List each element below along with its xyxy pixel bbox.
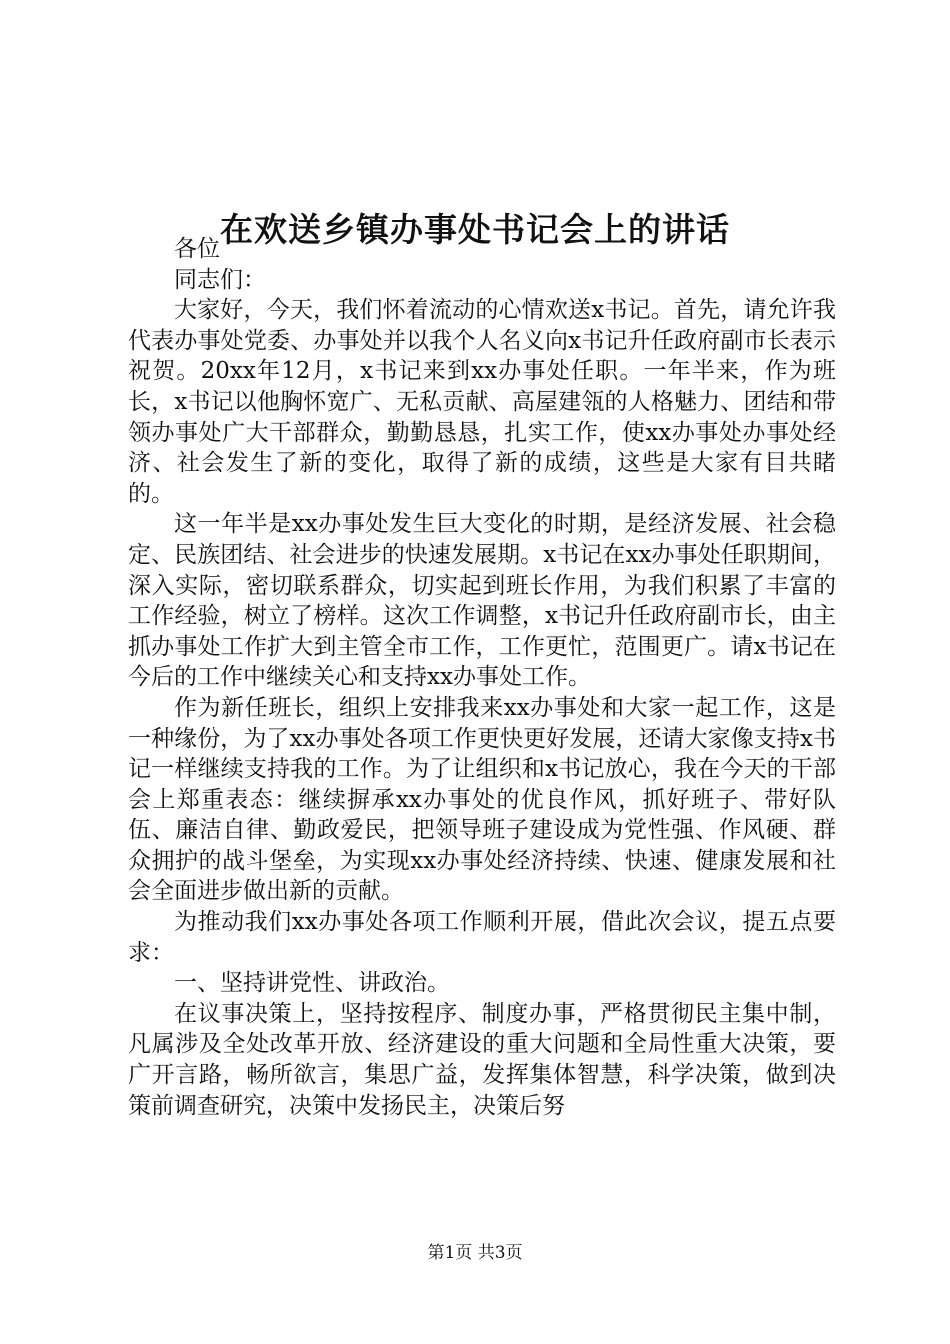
paragraph-5: 在议事决策上，坚持按程序、制度办事，严格贯彻民主集中制，凡属涉及全处改革开放、经济建设的重大问题和全局性重大决策，要广开言路，畅所欲言，集思广益，发挥集体智慧，科学决策，做到决策前调查研究，决策中发扬民主，决策后努	[128, 1000, 836, 1119]
paragraph-4: 为推动我们xx办事处各项工作顺利开展，借此次会议，提五点要求：	[128, 909, 836, 966]
page-number-footer: 第1页 共3页	[427, 1243, 523, 1263]
document-body	[128, 234, 836, 1121]
paragraph-3: 作为新任班长，组织上安排我来xx办事处和大家一起工作，这是一种缘份，为了xx办事处各项工作更快更好发展，还请大家像支持x书记一样继续支持我的工作。为了让组织和x书记放心，我在今天的干部会上郑重表态：继续摒承xx办事处的优良作风，抓好班子、带好队伍、廉洁自律、勤政爱民，把领导班子建设成为党性强、作风硬、群众拥护的战斗堡垒，为实现xx办事处经济持续、快速、健康发展和社会全面进步做出新的贡献。	[128, 694, 836, 905]
document-title: 在欢送乡镇办事处书记会上的讲话	[220, 210, 730, 250]
salutation-line-1: 各位	[174, 236, 220, 262]
paragraph-1: 大家好，今天，我们怀着流动的心情欢送x书记。首先，请允许我代表办事处党委、办事处并以我个人名义向x书记升任政府副市长表示祝贺。20xx年12月，x书记来到xx办事处任职。一年半来，作为班长，x书记以他胸怀宽广、无私贡献、高屋建瓴的人格魅力、团结和带领办事处广大干部群众，勤勤恳恳，扎实工作，使xx办事处办事处经济、社会发生了新的变化，取得了新的成绩，这些是大家有目共睹的。	[128, 297, 836, 507]
salutation-line-2: 同志们：	[174, 266, 266, 293]
section-heading-1: 一、坚持讲党性、讲政治。	[174, 970, 450, 997]
paragraph-2: 这一年半是xx办事处发生巨大变化的时期，是经济发展、社会稳定、民族团结、社会进步的快速发展期。x书记在xx办事处任职期间，深入实际，密切联系群众，切实起到班长作用，为我们积累了丰富的工作经验，树立了榜样。这次工作调整，x书记升任政府副市长，由主抓办事处工作扩大到主管全市工作，工作更忙，范围更广。请x书记在今后的工作中继续关心和支持xx办事处工作。	[128, 511, 836, 691]
